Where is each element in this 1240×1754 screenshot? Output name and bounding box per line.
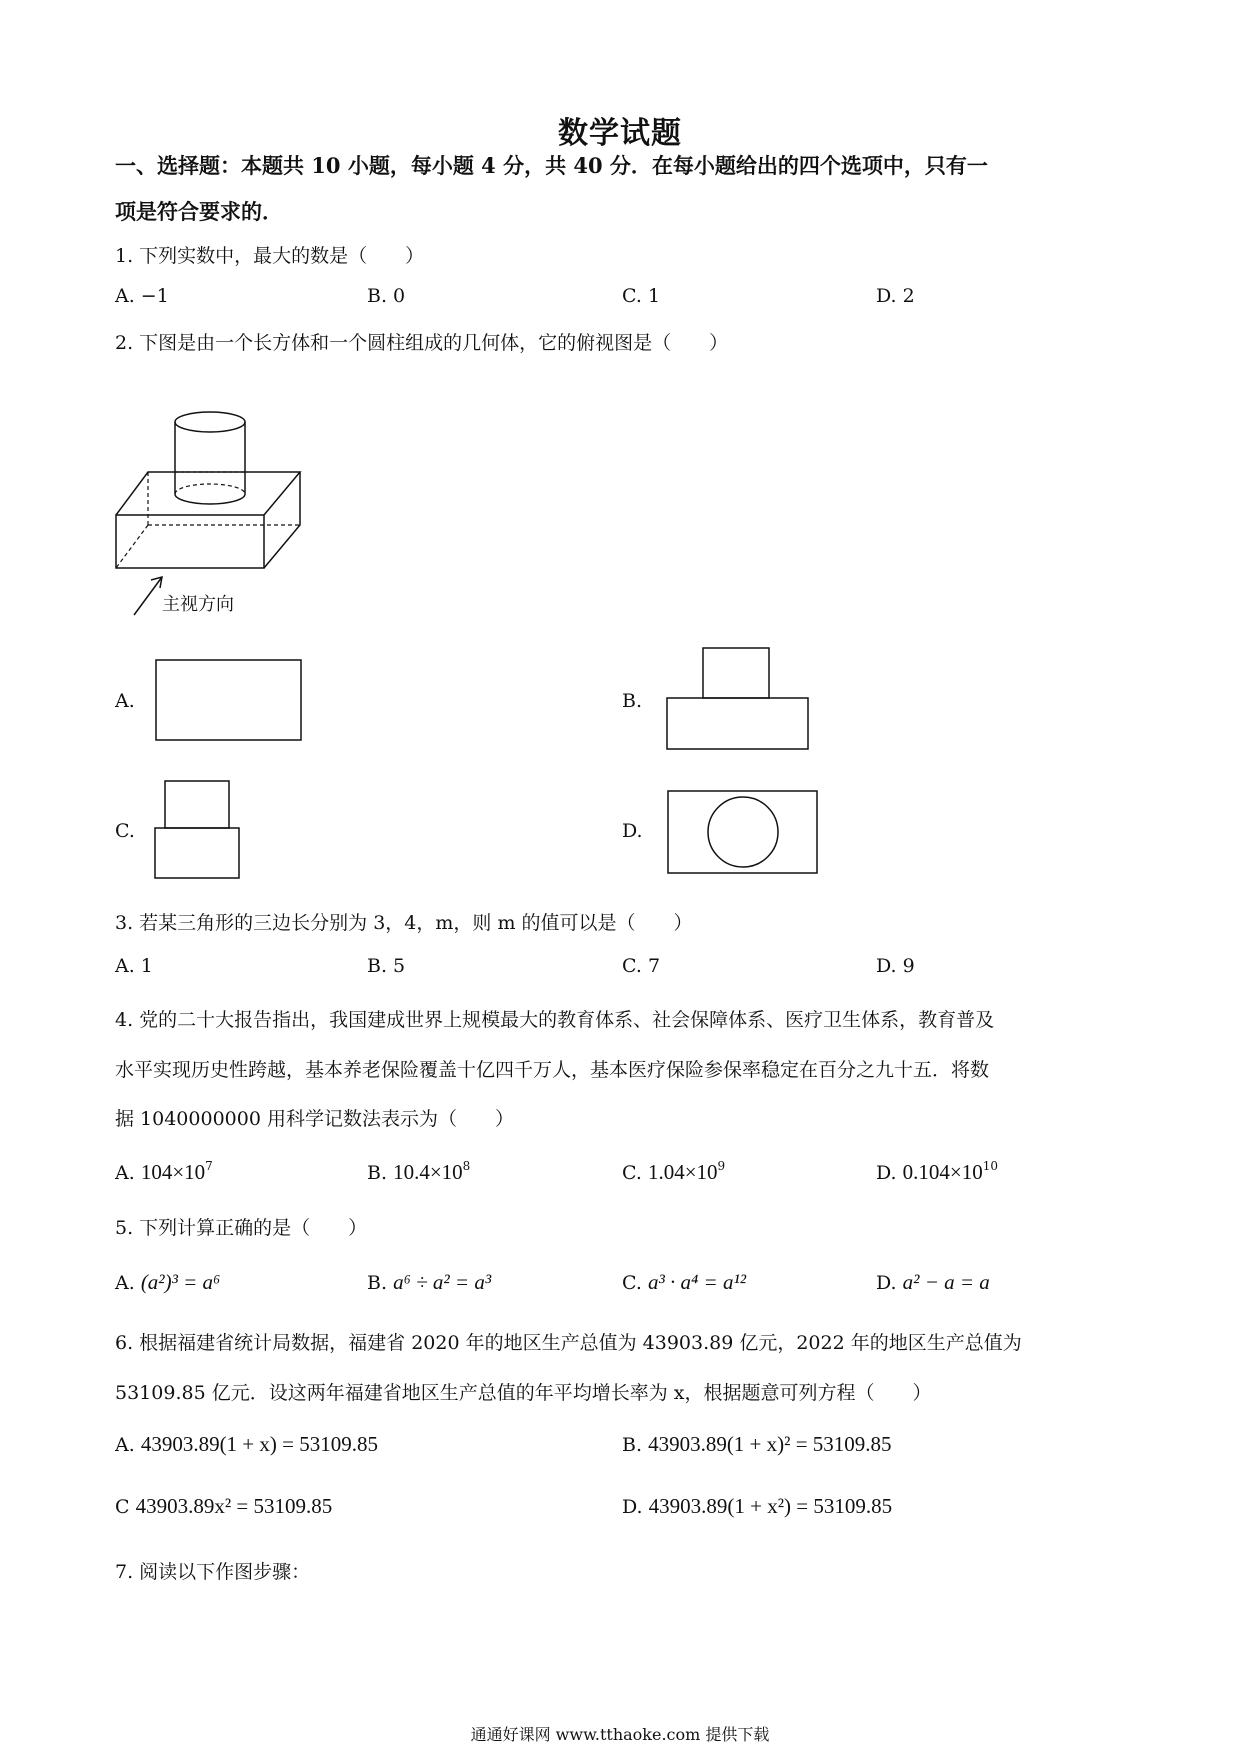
question-7-stem: 7. 阅读以下作图步骤： (115, 1561, 311, 1583)
section-heading-line2: 项是符合要求的． (115, 199, 283, 224)
question-6-line1: 6. 根据福建省统计局数据，福建省 2020 年的地区生产总值为 43903.89 亿元，2022 年的地区生产总值为 (115, 1332, 1022, 1354)
q4-option-c-base: 1.04×10 (647, 1160, 718, 1184)
q6-option-b (622, 1432, 892, 1457)
q6-option-a-label: A. (115, 1434, 135, 1456)
q4-option-b (367, 1160, 470, 1185)
q2-option-a-label: A. (115, 690, 135, 712)
q2-option-c-figure (154, 780, 242, 882)
q4-option-a-label: A. (115, 1162, 135, 1184)
q6-option-a (115, 1432, 378, 1457)
q1-option-c: C. 1 (622, 285, 661, 307)
q4-option-c-label: C. (622, 1162, 642, 1184)
q6-option-d (622, 1494, 892, 1519)
q5-option-c (622, 1270, 746, 1295)
q6-option-a-expr: 43903.89(1 + x) = 53109.85 (140, 1432, 378, 1456)
q6-option-c-label: C (115, 1496, 130, 1518)
page-title: 数学试题 (558, 116, 682, 151)
q2-option-d-label: D. (622, 820, 643, 842)
q4-option-c (622, 1160, 725, 1185)
q4-option-a-exp: 7 (205, 1159, 213, 1173)
question-4-line1: 4. 党的二十大报告指出，我国建成世界上规模最大的教育体系、社会保障体系、医疗卫生体系，教育普及 (115, 1009, 995, 1031)
q3-option-b: B. 5 (367, 955, 406, 977)
q4-option-d-label: D. (876, 1162, 897, 1184)
question-1-stem: 1. 下列实数中，最大的数是（ ） (115, 245, 425, 267)
q2-option-d-figure (667, 790, 819, 876)
q4-option-b-exp: 8 (462, 1159, 471, 1173)
question-2-stem: 2. 下图是由一个长方体和一个圆柱组成的几何体，它的俯视图是（ ） (115, 332, 729, 354)
q4-option-a (115, 1160, 213, 1185)
question-3-stem: 3. 若某三角形的三边长分别为 3，4，m，则 m 的值可以是（ ） (115, 912, 693, 934)
q1-option-a: A. −1 (115, 285, 169, 307)
q5-option-a-expr: (a²)³ = a⁶ (140, 1270, 221, 1294)
q5-option-a-label: A. (115, 1272, 135, 1294)
q2-view-direction-label: 主视方向 (162, 594, 234, 615)
q4-option-d (876, 1160, 998, 1185)
section-heading-line1: 一、选择题：本题共 10 小题，每小题 4 分，共 40 分．在每小题给出的四个选项中，只有一 (115, 153, 988, 178)
question-5-stem: 5. 下列计算正确的是（ ） (115, 1217, 368, 1239)
q4-option-b-base: 10.4×10 (393, 1160, 463, 1184)
q1-option-b: B. 0 (367, 285, 406, 307)
q5-option-b-expr: a⁶ ÷ a² = a³ (393, 1270, 492, 1294)
q3-option-c: C. 7 (622, 955, 661, 977)
q3-option-d: D. 9 (876, 955, 915, 977)
q2-option-c-label: C. (115, 820, 135, 842)
q4-option-d-exp: 10 (982, 1159, 999, 1173)
q6-option-b-expr: 43903.89(1 + x)² = 53109.85 (648, 1432, 892, 1456)
q5-option-b (367, 1270, 491, 1295)
q5-option-b-label: B. (367, 1272, 388, 1294)
q5-option-d-label: D. (876, 1272, 897, 1294)
q2-option-a-figure (155, 659, 305, 743)
q1-option-d: D. 2 (876, 285, 915, 307)
q5-option-c-expr: a³ · a⁴ = a¹² (647, 1270, 747, 1294)
q4-option-d-base: 0.104×10 (902, 1160, 983, 1184)
q4-option-c-exp: 9 (717, 1159, 726, 1173)
q6-option-d-label: D. (622, 1496, 643, 1518)
q5-option-c-label: C. (622, 1272, 642, 1294)
q5-option-a (115, 1270, 220, 1295)
q5-option-d-expr: a² − a = a (902, 1270, 990, 1294)
q3-option-a: A. 1 (115, 955, 153, 977)
q6-option-c-expr: 43903.89x² = 53109.85 (135, 1494, 333, 1518)
question-4-line3: 据 1040000000 用科学记数法表示为（ ） (115, 1108, 514, 1130)
q5-option-d (876, 1270, 990, 1295)
q4-option-b-label: B. (367, 1162, 388, 1184)
q6-option-b-label: B. (622, 1434, 643, 1456)
q2-option-b-figure (666, 647, 814, 753)
q6-option-c (115, 1494, 332, 1519)
question-4-line2: 水平实现历史性跨越，基本养老保险覆盖十亿四千万人，基本医疗保险参保率稳定在百分之九十五．将数 (115, 1059, 990, 1081)
page-footer: 通通好课网 www.tthaoke.com 提供下载 (470, 1725, 770, 1744)
question-6-line2: 53109.85 亿元．设这两年福建省地区生产总值的年平均增长率为 x，根据题意可列方程（ ） (115, 1382, 932, 1404)
q2-option-b-label: B. (622, 690, 643, 712)
q6-option-d-expr: 43903.89(1 + x²) = 53109.85 (648, 1494, 893, 1518)
q4-option-a-base: 104×10 (140, 1160, 206, 1184)
